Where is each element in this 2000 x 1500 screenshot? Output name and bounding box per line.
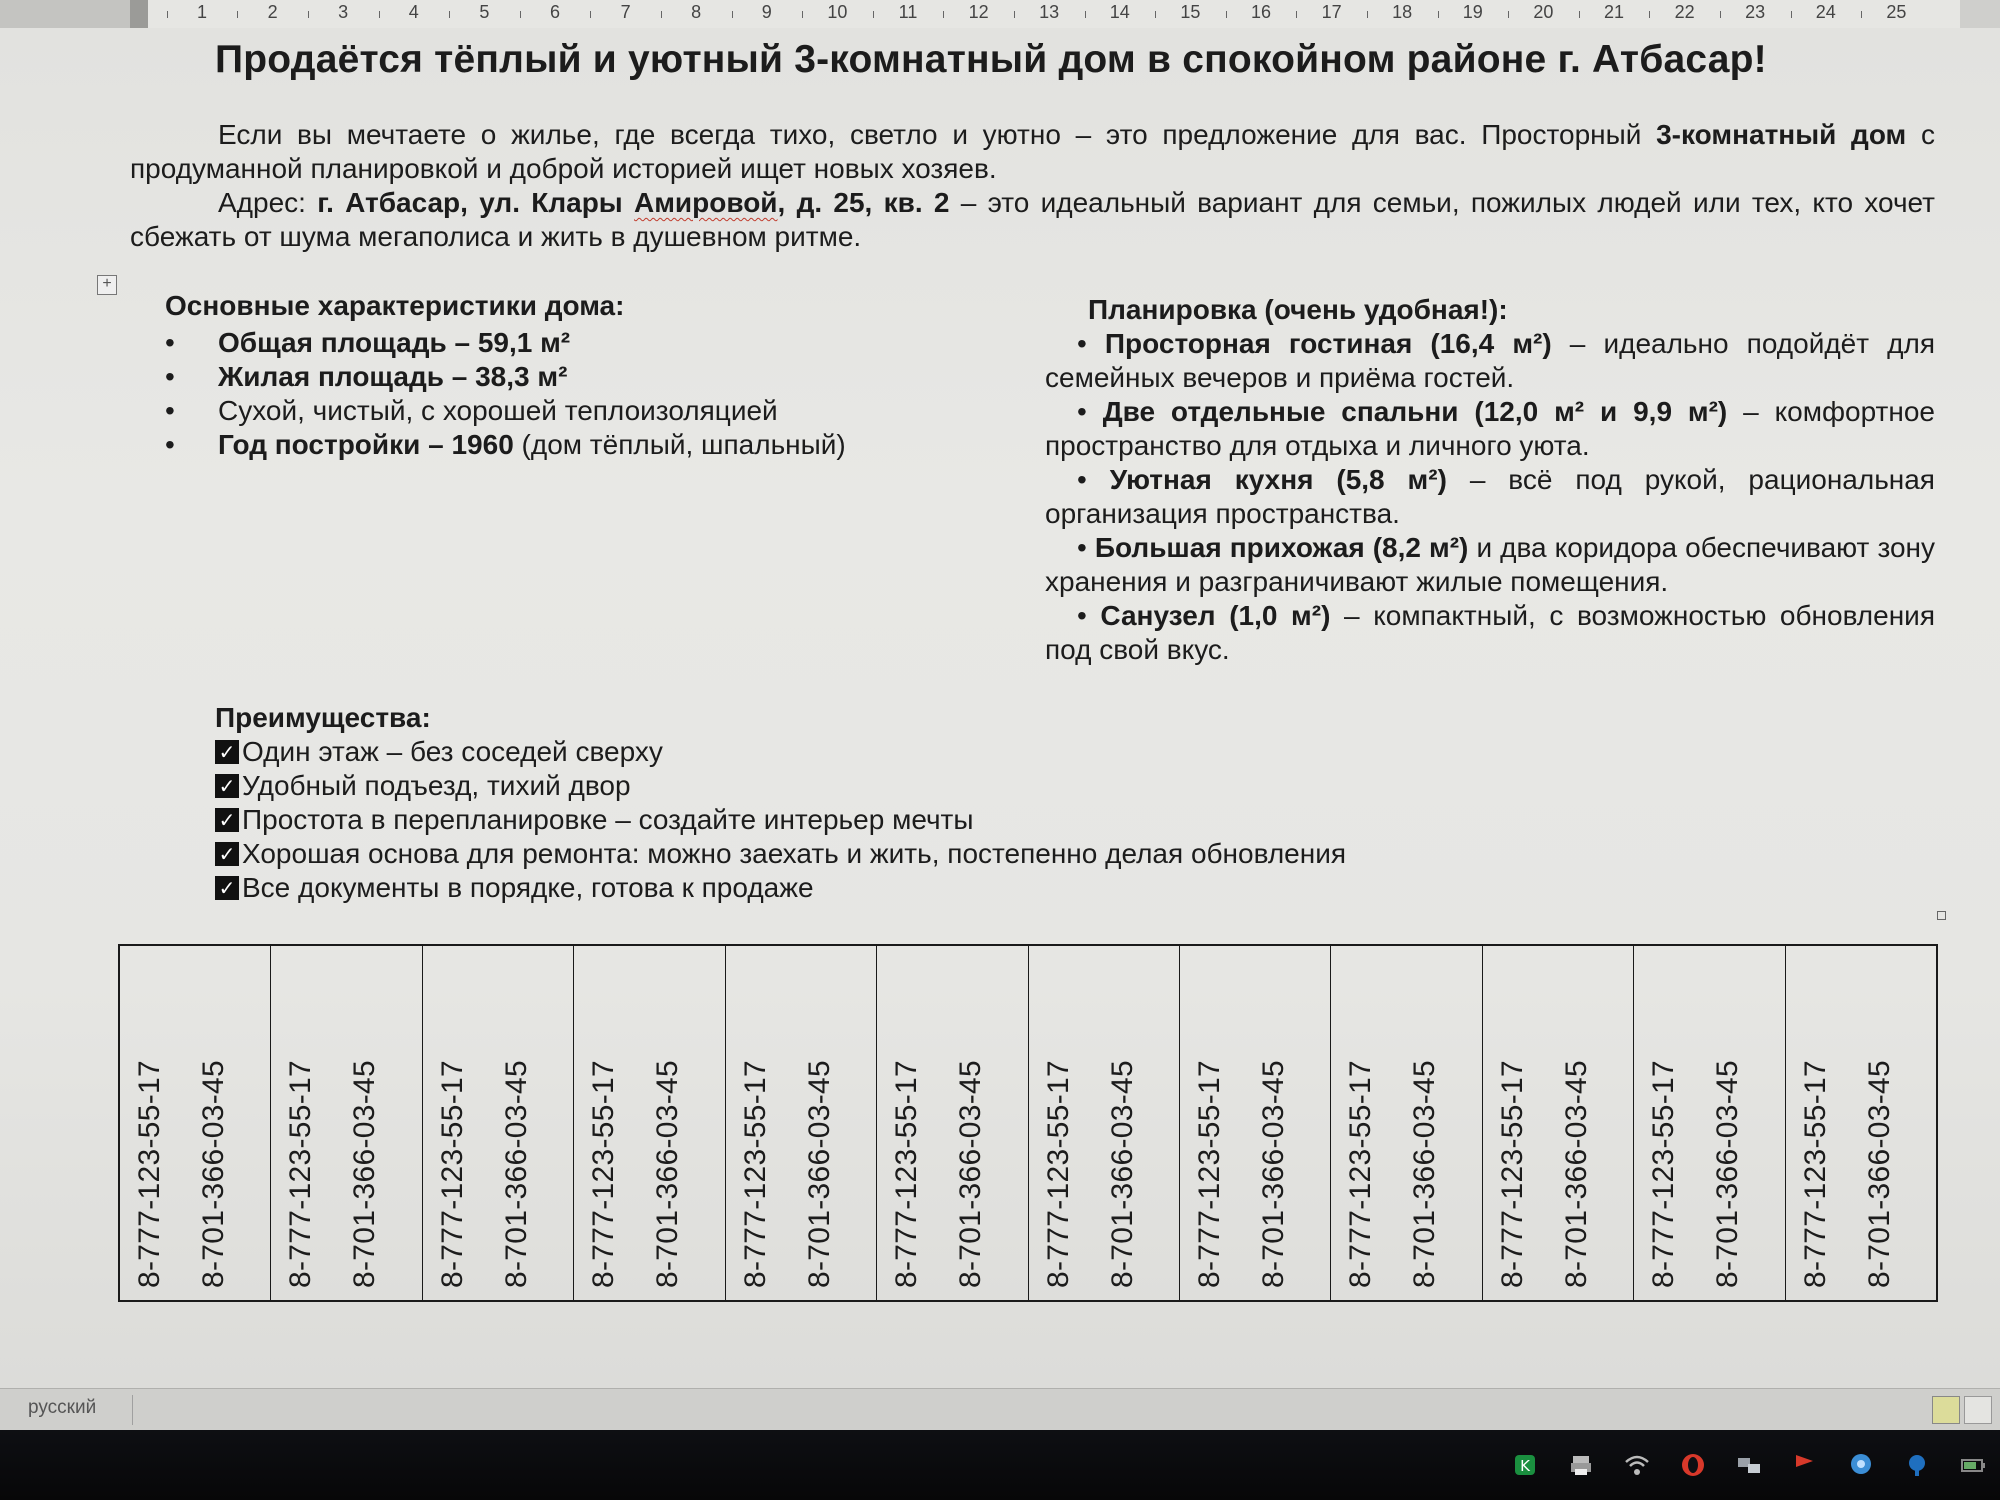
printer-icon[interactable] — [1566, 1450, 1596, 1480]
characteristic-bold: Жилая площадь – 38,3 м² — [218, 361, 568, 392]
list-item — [215, 837, 1515, 871]
ruler-minor-tick — [1861, 11, 1862, 18]
list-item: • Большая прихожая (8,2 м²) и два коридора обеспечивают зону хранения и разграничивают жилые помещения. — [1045, 532, 1936, 597]
layout-item-bold: Санузел (1,0 м²) — [1100, 600, 1331, 631]
list-item: • Просторная гостиная (16,4 м²) – идеально подойдёт для семейных вечеров и приёма гостей. — [1045, 328, 1936, 393]
ruler-number: 7 — [620, 2, 631, 22]
phone-strip — [271, 946, 422, 1300]
ruler-minor-tick — [1579, 11, 1580, 18]
wifi-icon[interactable] — [1622, 1450, 1652, 1480]
ruler-minor-tick — [1438, 11, 1439, 18]
phone-strip — [1029, 946, 1180, 1300]
intro-bold-house: 3-комнатный дом — [1656, 119, 1907, 150]
ruler-minor-tick — [237, 11, 238, 18]
list-item — [215, 803, 1515, 837]
ruler-number: 22 — [1674, 2, 1695, 22]
print-layout-view-button[interactable] — [1932, 1396, 1960, 1424]
phone-number-1: 8-777-123-55-17 — [435, 1060, 469, 1288]
ruler-number: 11 — [898, 2, 918, 22]
ruler-minor-tick — [449, 11, 450, 18]
phone-number-1: 8-777-123-55-17 — [1344, 1060, 1378, 1288]
phone-number-1: 8-777-123-55-17 — [1495, 1060, 1529, 1288]
status-bar — [0, 1388, 2000, 1431]
help-icon[interactable] — [1902, 1450, 1932, 1480]
intro-text-2: с продуманной планировкой и доброй историей ищет новых хозяев. — [130, 119, 1935, 184]
advantage-text: Простота в перепланировке – создайте интерьер мечты — [242, 804, 974, 835]
phone-strip — [1180, 946, 1331, 1300]
phone-number-1: 8-777-123-55-17 — [1192, 1060, 1226, 1288]
phone-number-1: 8-777-123-55-17 — [284, 1060, 318, 1288]
characteristic-text: Сухой, чистый, с хорошей теплоизоляцией — [218, 395, 778, 426]
opera-icon[interactable] — [1678, 1450, 1708, 1480]
phone-strip — [877, 946, 1028, 1300]
address-part-2: Амировой — [634, 187, 778, 218]
list-item — [215, 871, 1515, 905]
layout-section — [1045, 293, 1935, 667]
checkbox-icon: ✓ — [215, 774, 239, 798]
layout-item-text: – идеально подойдёт для семейных вечеров и приёма гостей. — [1045, 328, 1936, 393]
list-item: • Уютная кухня (5,8 м²) – всё под рукой, рациональная организация пространства. — [1045, 464, 1935, 529]
address-label: Адрес: — [218, 187, 318, 218]
phone-number-2: 8-701-366-03-45 — [1711, 1060, 1745, 1288]
ruler-minor-tick — [1155, 11, 1156, 18]
ruler-number: 14 — [1109, 2, 1130, 22]
layout-item-bold: Уютная кухня (5,8 м²) — [1109, 464, 1447, 495]
ruler-number: 6 — [549, 2, 561, 22]
phone-number-2: 8-701-366-03-45 — [651, 1060, 685, 1288]
chat-icon[interactable] — [1846, 1450, 1876, 1480]
ruler-minor-tick — [732, 11, 733, 18]
advantage-text: Удобный подъезд, тихий двор — [242, 770, 631, 801]
characteristic-bold: Общая площадь – 59,1 м² — [218, 327, 571, 358]
layout-heading: Планировка (очень удобная!): — [1088, 294, 1508, 325]
layout-item-text: и два коридора обеспечивают зону хранения и разграничивают жилые помещения. — [1045, 532, 1936, 597]
intro-paragraph — [130, 118, 1935, 254]
phone-strip — [423, 946, 574, 1300]
ruler-left-indent-marker[interactable] — [130, 0, 148, 28]
phone-tear-off-strips — [118, 944, 1938, 1302]
ruler-number: 4 — [408, 2, 419, 22]
ruler-number: 23 — [1745, 2, 1766, 22]
phone-number-2: 8-701-366-03-45 — [1408, 1060, 1442, 1288]
ruler-minor-tick — [802, 11, 803, 18]
document-title: Продаётся тёплый и уютный 3-комнатный дом в спокойном районе г. Атбасар! — [215, 38, 1767, 81]
svg-text:K: K — [1520, 1457, 1530, 1475]
ruler-minor-tick — [1014, 11, 1015, 18]
system-tray — [1510, 1450, 1988, 1480]
address-description: – это идеальный вариант для семьи, пожилых людей или тех, кто хочет сбежать от шума мегаполиса и жить в душевном ритме. — [130, 187, 1935, 252]
advantages-section — [215, 701, 1515, 905]
advantage-text — [242, 871, 814, 905]
phone-number-2: 8-701-366-03-45 — [499, 1060, 533, 1288]
table-resize-handle[interactable] — [1937, 911, 1946, 920]
checkbox-icon: ✓ — [215, 876, 239, 900]
checkbox-icon: ✓ — [215, 740, 239, 764]
ruler-number: 1 — [196, 2, 208, 22]
ruler-number: 2 — [267, 2, 278, 22]
ruler-number: 18 — [1392, 2, 1413, 22]
ruler-minor-tick — [1720, 11, 1721, 18]
phone-number-1: 8-777-123-55-17 — [1647, 1060, 1681, 1288]
characteristic-bold: Год постройки – 1960 — [218, 429, 514, 460]
battery-icon[interactable] — [1958, 1450, 1988, 1480]
list-item — [165, 326, 965, 360]
ruler-number: 25 — [1886, 2, 1907, 22]
ruler-number: 20 — [1533, 2, 1554, 22]
list-item — [165, 360, 965, 394]
table-move-handle-icon[interactable]: + — [97, 275, 117, 295]
list-item — [165, 394, 965, 428]
ruler-minor-tick — [308, 11, 309, 18]
phone-strip — [120, 946, 271, 1300]
intro-text-1: Если вы мечтаете о жилье, где всегда тихо, светло и уютно – это предложение для вас. Просторный — [218, 119, 1657, 150]
address-part-1: г. Атбасар, ул. Клары — [317, 187, 634, 218]
phone-number-2: 8-701-366-03-45 — [1862, 1060, 1896, 1288]
list-item: • Две отдельные спальни (12,0 м² и 9,9 м²) – комфортное пространство для отдыха и личного уюта. — [1045, 396, 1935, 461]
ruler-number: 15 — [1180, 2, 1201, 22]
phone-strip — [1634, 946, 1785, 1300]
ruler-minor-tick — [1296, 11, 1297, 18]
ruler-number: 9 — [761, 2, 772, 22]
ruler-minor-tick — [1791, 11, 1792, 18]
phone-number-2: 8-701-366-03-45 — [1105, 1060, 1139, 1288]
ruler-number: 8 — [691, 2, 702, 22]
characteristics-list — [165, 326, 965, 462]
phone-number-1: 8-777-123-55-17 — [587, 1060, 621, 1288]
phone-number-2: 8-701-366-03-45 — [802, 1060, 836, 1288]
ruler-minor-tick — [1226, 11, 1227, 18]
layout-item-text: – всё под рукой, рациональная организация пространства. — [1045, 464, 1935, 529]
address-part-3: , д. 25, кв. 2 — [777, 187, 950, 218]
ruler-number: 21 — [1603, 2, 1625, 22]
phone-number-1: 8-777-123-55-17 — [890, 1060, 924, 1288]
layout-item-text: – компактный, с возможностью обновления под свой вкус. — [1045, 600, 1935, 665]
ruler-number: 10 — [827, 2, 848, 22]
ruler-minor-tick — [1085, 11, 1086, 18]
ruler-minor-tick — [1649, 11, 1650, 18]
ruler-minor-tick — [873, 11, 874, 18]
phone-strip — [726, 946, 877, 1300]
phone-number-2: 8-701-366-03-45 — [954, 1060, 988, 1288]
ruler-minor-tick — [1508, 11, 1509, 18]
checkbox-icon: ✓ — [215, 842, 239, 866]
phone-strip — [1483, 946, 1634, 1300]
ruler-number: 13 — [1039, 2, 1060, 22]
ruler-minor-tick — [661, 11, 662, 18]
characteristics-section — [165, 290, 965, 462]
ruler-minor-tick — [943, 11, 944, 18]
phone-number-1: 8-777-123-55-17 — [1798, 1060, 1832, 1288]
phone-strip — [1786, 946, 1936, 1300]
flag-icon[interactable] — [1790, 1450, 1820, 1480]
advantages-heading: Преимущества: — [215, 702, 431, 733]
ruler-minor-tick — [167, 11, 168, 18]
list-item — [215, 735, 1515, 769]
ruler-minor-tick — [590, 11, 591, 18]
layout-item-bold: Просторная гостиная (16,4 м²) — [1104, 328, 1552, 359]
advantage-text: Хорошая основа для ремонта: можно заехать и жить, постепенно делая обновления — [242, 838, 1346, 869]
layout-item-bold: Большая прихожая (8,2 м²) — [1094, 532, 1469, 563]
phone-number-1: 8-777-123-55-17 — [1041, 1060, 1075, 1288]
phone-number-2: 8-701-366-03-45 — [348, 1060, 382, 1288]
checkbox-icon: ✓ — [215, 808, 239, 832]
phone-number-1: 8-777-123-55-17 — [738, 1060, 772, 1288]
ruler-minor-tick — [1367, 11, 1368, 18]
status-divider — [132, 1395, 133, 1425]
network-icon[interactable] — [1734, 1450, 1764, 1480]
kaspersky-icon[interactable] — [1510, 1450, 1540, 1480]
horizontal-ruler[interactable] — [130, 0, 1960, 29]
layout-item-text: – комфортное пространство для отдыха и личного уюта. — [1045, 396, 1935, 461]
ruler-number: 12 — [968, 2, 989, 22]
characteristics-heading: Основные характеристики дома: — [165, 290, 625, 321]
web-layout-view-button[interactable] — [1964, 1396, 1992, 1424]
ruler-number: 24 — [1815, 2, 1836, 22]
ruler-number: 5 — [479, 2, 490, 22]
ruler-number: 17 — [1321, 2, 1342, 22]
phone-strip — [574, 946, 725, 1300]
windows-taskbar — [0, 1430, 2000, 1500]
layout-item-bold: Две отдельные спальни (12,0 м² и 9,9 м²) — [1102, 396, 1728, 427]
phone-number-1: 8-777-123-55-17 — [133, 1060, 166, 1288]
ruler-number: 19 — [1462, 2, 1483, 22]
list-item: • Санузел (1,0 м²) – компактный, с возможностью обновления под свой вкус. — [1045, 600, 1935, 665]
advantage-text-inner: Все документы в порядке, готова к продаже — [242, 872, 814, 903]
ruler-minor-tick — [520, 11, 521, 18]
list-item — [215, 769, 1515, 803]
language-indicator[interactable]: русский — [28, 1397, 97, 1418]
phone-number-2: 8-701-366-03-45 — [1256, 1060, 1290, 1288]
phone-number-2: 8-701-366-03-45 — [197, 1060, 230, 1288]
list-item — [165, 428, 965, 462]
phone-number-2: 8-701-366-03-45 — [1559, 1060, 1593, 1288]
characteristic-text: (дом тёплый, шпальный) — [513, 429, 846, 460]
ruler-left-margin — [0, 0, 130, 28]
advantage-text: Один этаж – без соседей сверху — [242, 736, 663, 767]
ruler-number: 3 — [338, 2, 349, 22]
phone-strip — [1331, 946, 1482, 1300]
document-page[interactable] — [0, 28, 2000, 1388]
ruler-minor-tick — [379, 11, 380, 18]
ruler-number: 16 — [1250, 2, 1272, 22]
